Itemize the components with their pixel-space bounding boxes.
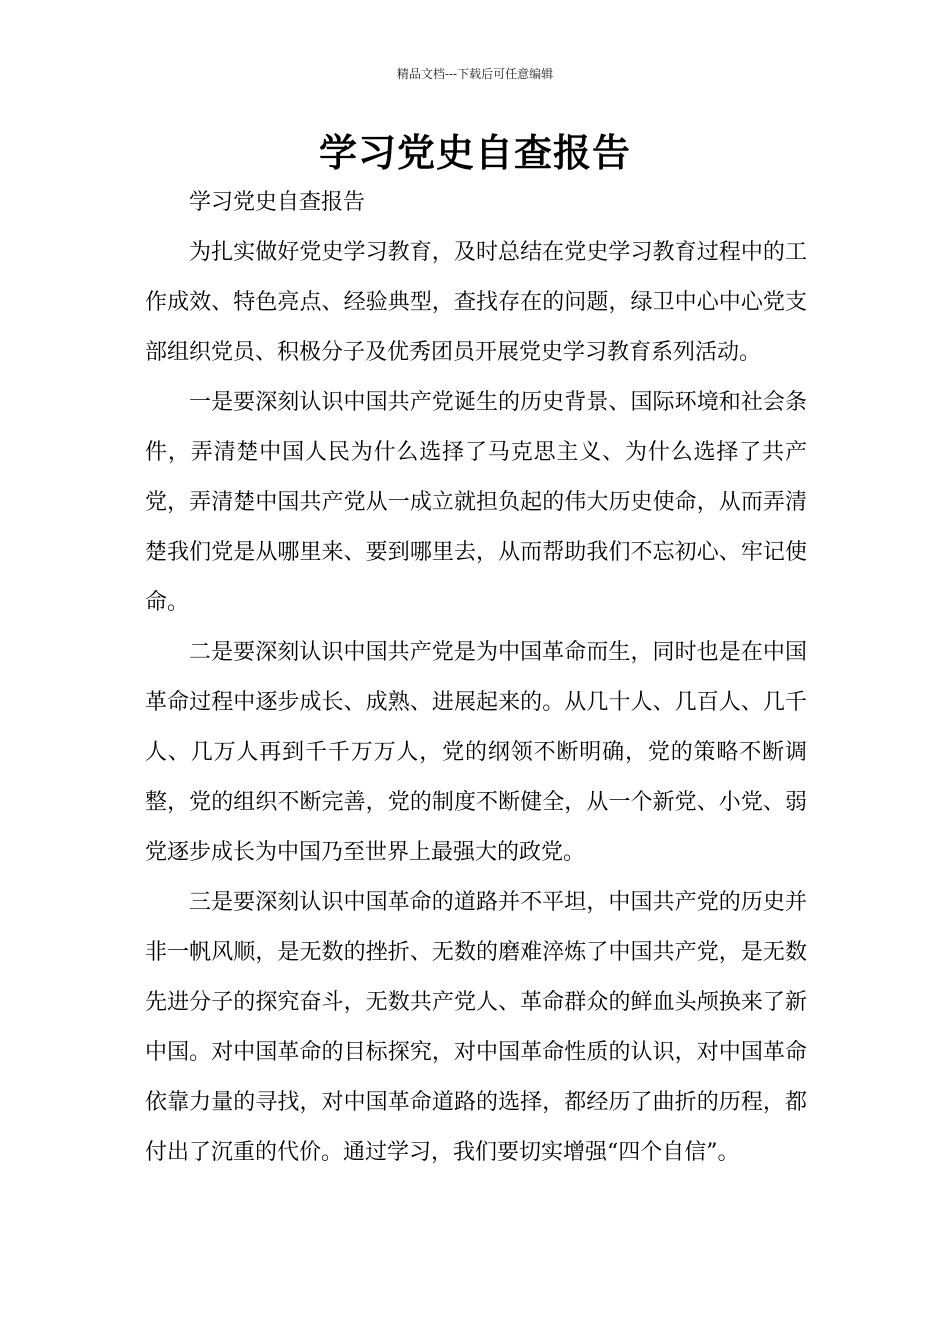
subtitle-paragraph: 学习党史自查报告 [189,190,366,215]
body-paragraph: 三是要深刻认识中国革命的道路并不平坦，中国共产党的历史并非一帆风顺，是无数的挫折、无数的磨难淬炼了中国共产党，是无数先进分子的探究奋斗，无数共产党人、革命群众的鲜血头颅换来了新中国。对中国革命的目标探究，对中国革命性质的认识，对中国革命依靠力量的寻找，对中国革命道路的选择，都经历了曲折的历程，都付出了沉重的代价。通过学习，我们要切实增强“四个自信”。 [145,890,807,1165]
body-paragraph: 为扎实做好党史学习教育，及时总结在党史学习教育过程中的工作成效、特色亮点、经验典型，查找存在的问题，绿卫中心中心党支部组织党员、积极分子及优秀团员开展党史学习教育系列活动。 [145,240,807,365]
body-paragraph: 二是要深刻认识中国共产党是为中国革命而生，同时也是在中国革命过程中逐步成长、成熟、进展起来的。从几十人、几百人、几千人、几万人再到千千万万人，党的纲领不断明确，党的策略不断调整，党的组织不断完善，党的制度不断健全，从一个新党、小党、弱党逐步成长为中国乃至世界上最强大的政党。 [145,640,807,865]
body-paragraph: 一是要深刻认识中国共产党诞生的历史背景、国际环境和社会条件，弄清楚中国人民为什么选择了马克思主义、为什么选择了共产党，弄清楚中国共产党从一成立就担负起的伟大历史使命，从而弄清楚我们党是从哪里来、要到哪里去，从而帮助我们不忘初心、牢记使命。 [145,390,807,615]
document-title: 学习党史自查报告 [318,131,631,175]
page-header: 精品文档---下载后可任意编辑 [396,67,554,81]
document-body [145,178,807,1178]
